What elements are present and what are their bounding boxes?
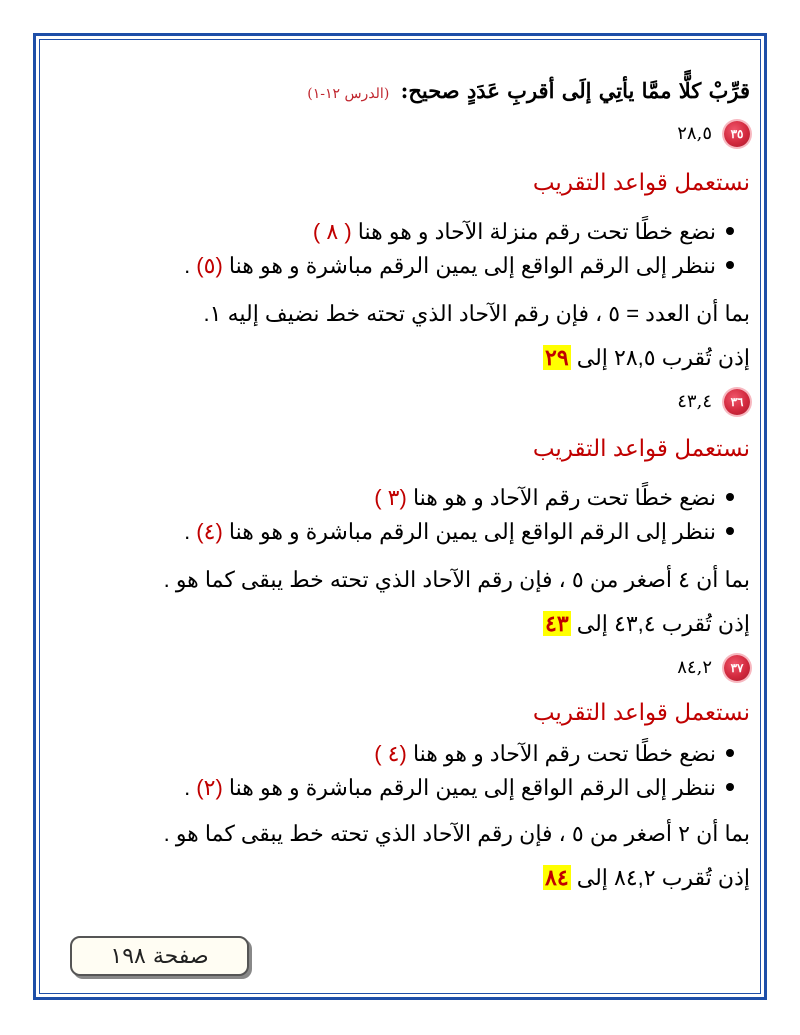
digit: (٣ ) bbox=[374, 485, 407, 510]
answer-line: إذن تُقرب ٢٨,٥ إلى ٢٩ bbox=[545, 345, 750, 370]
lesson-reference: (الدرس ١٢-١) bbox=[307, 86, 390, 102]
digit: ( ٨ ) bbox=[312, 219, 352, 244]
question-number-badge: ٣٥ bbox=[724, 121, 750, 147]
question-36-row bbox=[677, 388, 750, 416]
answer-highlight: ٨٤ bbox=[545, 865, 569, 890]
answer-line: إذن تُقرب ٤٣,٤ إلى ٤٣ bbox=[545, 611, 750, 636]
digit: (٢) bbox=[196, 775, 223, 800]
question-value: ٢٨,٥ bbox=[677, 123, 712, 144]
question-number-badge: ٣٦ bbox=[724, 389, 750, 415]
digit: (٤ ) bbox=[374, 741, 407, 766]
exercise-instruction: قرِّبْ كلًّا ممَّا يأتِي إلَى أقربِ عَدَدٍ صحيح: bbox=[400, 78, 750, 103]
conclusion-text: بما أن ٢ أصغر من ٥ ، فإن رقم الآحاد الذي تحته خط يبقى كما هو . bbox=[163, 821, 750, 846]
conclusion-text: بما أن ٤ أصغر من ٥ ، فإن رقم الآحاد الذي تحته خط يبقى كما هو . bbox=[163, 567, 750, 592]
rules-title: نستعمل قواعد التقريب bbox=[532, 435, 750, 461]
bullet-dot-icon bbox=[726, 783, 734, 791]
bullet-item: ننظر إلى الرقم الواقع إلى يمين الرقم مباشرة و هو هنا (٢) . bbox=[184, 774, 734, 802]
bullet-item: نضع خطًا تحت رقم الآحاد و هو هنا (٣ ) bbox=[374, 484, 734, 512]
question-35-row bbox=[677, 120, 750, 148]
bullet-dot-icon bbox=[726, 261, 734, 269]
bullet-dot-icon bbox=[726, 227, 734, 235]
bullet-item: نضع خطًا تحت رقم منزلة الآحاد و هو هنا ( ٨ ) bbox=[313, 218, 734, 246]
page-number-box bbox=[70, 936, 249, 976]
question-37-row bbox=[677, 654, 750, 682]
question-value: ٤٣,٤ bbox=[677, 391, 712, 412]
exercise-header bbox=[307, 77, 750, 108]
rules-title: نستعمل قواعد التقريب bbox=[532, 699, 750, 725]
bullet-item: ننظر إلى الرقم الواقع إلى يمين الرقم مباشرة و هو هنا (٤) . bbox=[184, 518, 734, 546]
bullet-item: ننظر إلى الرقم الواقع إلى يمين الرقم مباشرة و هو هنا (٥) . bbox=[184, 252, 734, 280]
bullet-dot-icon bbox=[726, 493, 734, 501]
conclusion-text: بما أن العدد = ٥ ، فإن رقم الآحاد الذي تحته خط نضيف إليه ١. bbox=[203, 301, 750, 326]
answer-line: إذن تُقرب ٨٤,٢ إلى ٨٤ bbox=[545, 865, 750, 890]
answer-highlight: ٤٣ bbox=[545, 611, 569, 636]
bullet-item: نضع خطًا تحت رقم الآحاد و هو هنا (٤ ) bbox=[374, 740, 734, 768]
bullet-dot-icon bbox=[726, 527, 734, 535]
answer-highlight: ٢٩ bbox=[545, 345, 569, 370]
rules-title: نستعمل قواعد التقريب bbox=[532, 169, 750, 195]
digit: (٥) bbox=[196, 253, 223, 278]
bullet-dot-icon bbox=[726, 749, 734, 757]
question-number-badge: ٣٧ bbox=[724, 655, 750, 681]
page-number: صفحة ١٩٨ bbox=[110, 943, 209, 969]
digit: (٤) bbox=[196, 519, 223, 544]
question-value: ٨٤,٢ bbox=[677, 657, 712, 678]
